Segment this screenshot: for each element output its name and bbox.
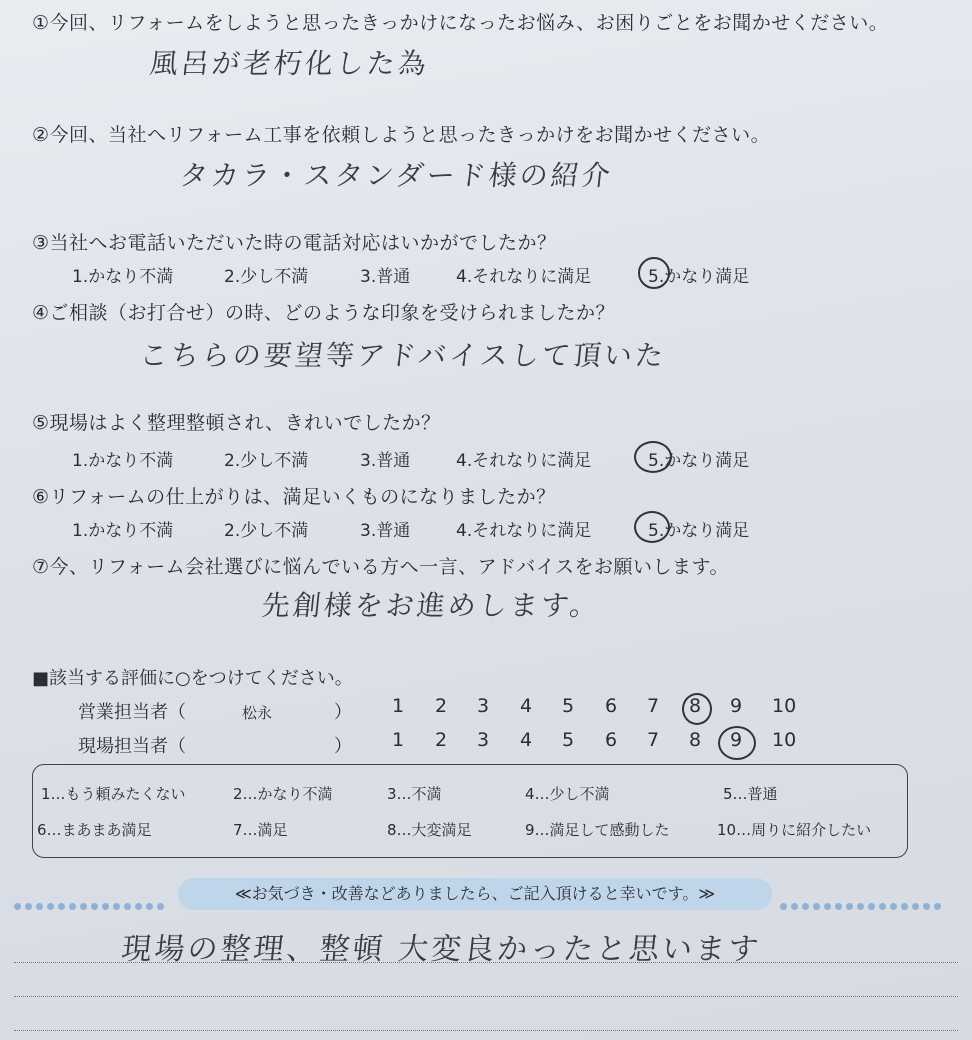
scale-8: 8	[689, 729, 702, 751]
option-1: 1.かなり不満	[72, 267, 174, 287]
legend-4: 4…少し不満	[525, 785, 610, 803]
question-1: ①今回、リフォームをしようと思ったきっかけになったお悩み、お困りごとをお聞かせください。	[32, 12, 889, 34]
scale-1: 1	[392, 695, 405, 717]
option-3: 3.普通	[360, 521, 411, 541]
scale-3: 3	[477, 695, 490, 717]
legend-5: 5…普通	[723, 785, 778, 803]
option-3: 3.普通	[360, 267, 411, 287]
option-3: 3.普通	[360, 451, 411, 471]
option-4: 4.それなりに満足	[456, 521, 592, 541]
question-2: ②今回、当社へリフォーム工事を依頼しようと思ったきっかけをお聞かせください。	[32, 124, 771, 146]
answer-4-handwriting: こちらの要望等アドバイスして頂いた	[138, 339, 668, 372]
answer-2-handwriting: タカラ・スタンダード様の紹介	[178, 159, 615, 192]
legend-6: 6…まあまあ満足	[37, 821, 152, 839]
option-5: 5.かなり満足	[648, 451, 750, 471]
answer-7-handwriting: 先創様をお進めします。	[260, 589, 603, 622]
question-5: ⑤現場はよく整理整頓され、きれいでしたか？	[32, 412, 441, 434]
rating-header: ■該当する評価に○をつけてください。	[32, 668, 353, 689]
option-2: 2.少し不満	[224, 451, 309, 471]
legend-2: 2…かなり不満	[233, 785, 333, 803]
answer-6-circle-mark	[634, 511, 670, 543]
scale-5: 5	[562, 695, 575, 717]
legend-3: 3…不満	[387, 785, 442, 803]
question-4: ④ご相談（お打合せ）の時、どのような印象を受けられましたか？	[32, 302, 616, 324]
scale-9: 9	[730, 729, 743, 751]
legend-10: 10…周りに紹介したい	[717, 821, 872, 839]
scale-5: 5	[562, 729, 575, 751]
option-4: 4.それなりに満足	[456, 451, 592, 471]
option-2: 2.少し不満	[224, 267, 309, 287]
answer-1-handwriting: 風呂が老朽化した為	[148, 47, 431, 80]
option-5: 5.かなり満足	[648, 521, 750, 541]
comment-handwriting: 現場の整理、整頓 大変良かったと思います	[119, 932, 764, 967]
legend-8: 8…大変満足	[387, 821, 472, 839]
option-5: 5.かなり満足	[648, 267, 750, 287]
site-staff-label: 現場担当者（	[78, 736, 186, 757]
legend-9: 9…満足して感動した	[525, 821, 670, 839]
sales-close-paren: ）	[334, 702, 352, 723]
scale-10: 10	[772, 695, 797, 717]
option-1: 1.かなり不満	[72, 521, 174, 541]
legend-7: 7…満足	[233, 821, 288, 839]
sales-rating-circle-mark	[682, 693, 712, 725]
sales-staff-name: 松永	[242, 704, 273, 722]
site-rating-circle-mark	[718, 726, 756, 760]
option-4: 4.それなりに満足	[456, 267, 592, 287]
answer-3-circle-mark	[638, 257, 670, 289]
question-6: ⑥リフォームの仕上がりは、満足いくものになりましたか？	[32, 486, 556, 508]
scale-4: 4	[520, 695, 533, 717]
scale-4: 4	[520, 729, 533, 751]
rating-legend	[32, 764, 908, 858]
right-dot-decoration	[780, 895, 945, 905]
comment-line-3	[14, 1030, 958, 1031]
scale-6: 6	[605, 729, 618, 751]
scale-9: 9	[730, 695, 743, 717]
scale-3: 3	[477, 729, 490, 751]
scale-2: 2	[435, 729, 448, 751]
scale-2: 2	[435, 695, 448, 717]
legend-1: 1…もう頼みたくない	[41, 785, 186, 803]
comment-line-1	[14, 962, 958, 963]
left-dot-decoration	[14, 895, 168, 905]
answer-5-circle-mark	[634, 441, 672, 473]
option-1: 1.かなり不満	[72, 451, 174, 471]
scale-8: 8	[689, 695, 702, 717]
comment-line-2	[14, 996, 958, 997]
scale-1: 1	[392, 729, 405, 751]
site-close-paren: ）	[334, 736, 352, 757]
comment-banner: ≪お気づき・改善などありましたら、ご記入頂けると幸いです。≫	[178, 878, 772, 910]
question-3: ③当社へお電話いただいた時の電話対応はいかがでしたか？	[32, 232, 557, 254]
scale-10: 10	[772, 729, 797, 751]
scale-6: 6	[605, 695, 618, 717]
sales-staff-label: 営業担当者（	[78, 702, 186, 723]
question-7: ⑦今、リフォーム会社選びに悩んでいる方へ一言、アドバイスをお願いします。	[32, 556, 729, 578]
option-2: 2.少し不満	[224, 521, 309, 541]
scale-7: 7	[647, 695, 660, 717]
scale-7: 7	[647, 729, 660, 751]
